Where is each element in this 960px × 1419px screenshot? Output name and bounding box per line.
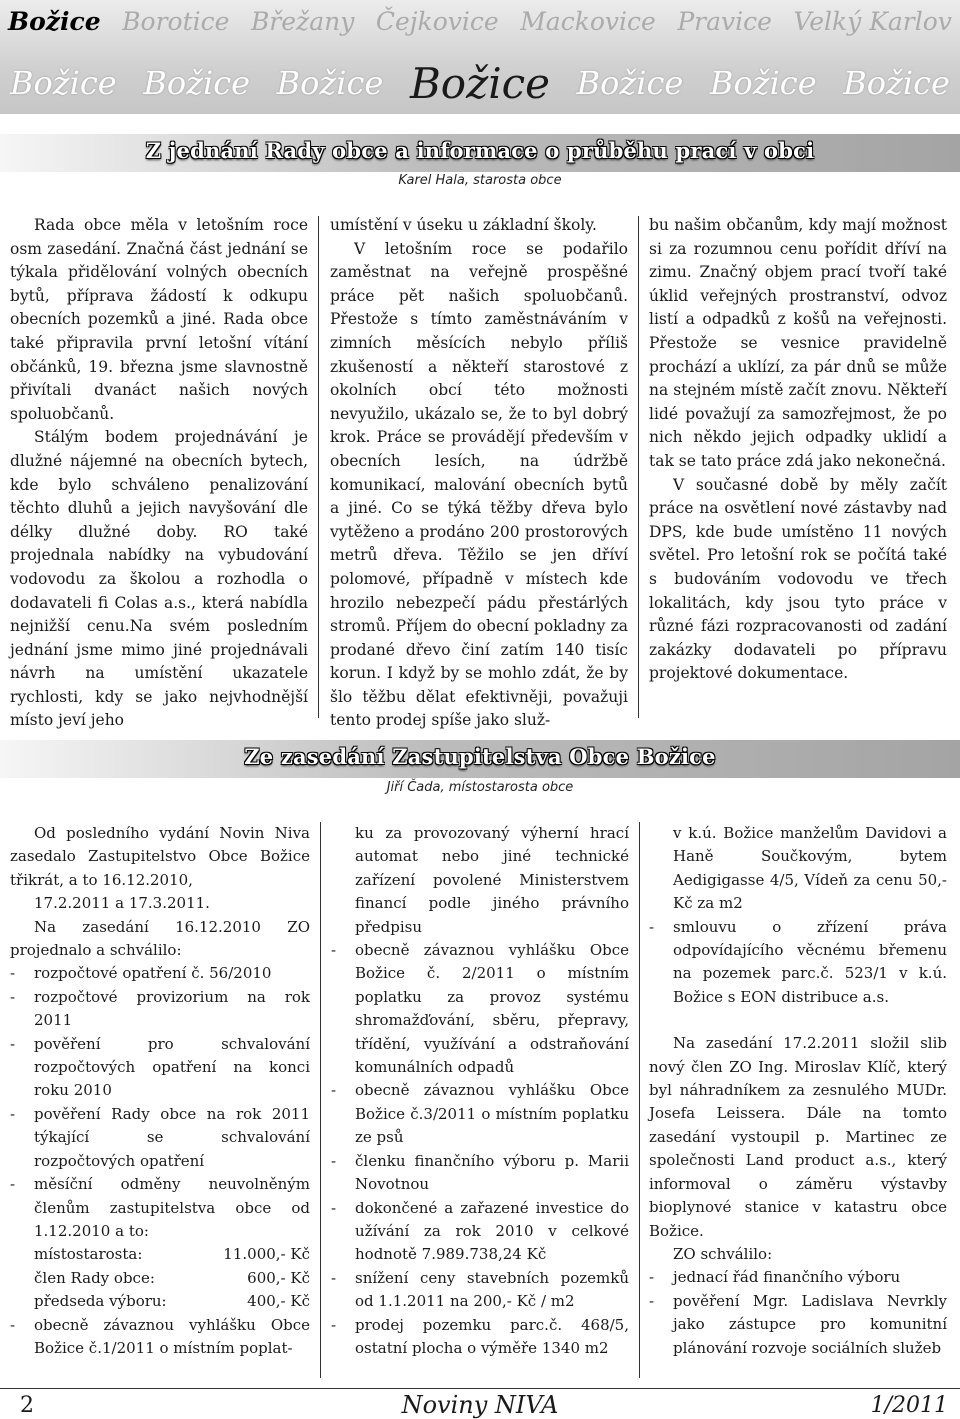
list-item: - prodej pozemku parc.č. 468/5, ostatní plocha o výměře 1340 m2 bbox=[331, 1314, 629, 1361]
article-2-title: Ze zasedání Zastupitelstva Obce Božice bbox=[244, 744, 716, 769]
list-item: - pověření Mgr. Ladislava Nevrkly jako zástupce pro komunitní plánování rozvoje sociálních služeb bbox=[649, 1290, 947, 1360]
article-2-column-1 bbox=[10, 822, 310, 1360]
paragraph: ZO schválilo: bbox=[673, 1244, 773, 1263]
article-1-author: Karel Hala, starosta obce bbox=[398, 173, 562, 188]
pay-row bbox=[10, 1243, 310, 1266]
village-name[interactable]: Mackovice bbox=[520, 6, 656, 36]
paragraph: Rada obce měla v letošním roce osm zasedání. Značná část jednání se týkala přidělování volných obecních bytů, příprava žádostí k odkupu obecních pozemků a jiné. Rada obce také připravila první letošní vítání občánků, 19. března jsme slavnostně přivítali dvanáct našich nových spoluobčanů. bbox=[10, 216, 308, 423]
village-name[interactable]: Pravice bbox=[677, 6, 772, 36]
article-1-title: Z jednání Rady obce a informace o průběhu prací v obci bbox=[145, 138, 815, 163]
logo-word-main: Božice bbox=[409, 58, 551, 108]
article-2-column-2 bbox=[331, 822, 629, 1360]
logo-word: Božice bbox=[576, 64, 684, 102]
list-item: - jednací řád finančního výboru bbox=[649, 1266, 947, 1289]
list-item: - členku finančního výboru p. Marii Novotnou bbox=[331, 1150, 629, 1197]
village-name[interactable]: Čejkovice bbox=[375, 6, 499, 36]
list-item: - smlouvu o zřízení práva odpovídajícího věcnému břemenu na pozemek parc.č. 523/1 v k.ú. Božice s EON distribuce a.s. bbox=[649, 916, 947, 1010]
article-1-column-2 bbox=[330, 214, 628, 733]
paragraph: Stálým bodem projednávání je dlužné nájemné na obecních bytech, kde bylo schváleno penalizování těchto dluhů a jejich navyšování dle délky dlužné doby. RO také projednala nabídky na vybudování vodovodu za školou a rozhodla o dodavateli fi Colas a.s., která nabídla nejnižší cenu.Na svém posledním jednání jsme mimo jiné projednávali návrh na umístění ukazatele rychlosti, kdy se jako nejvhodnější místo jeví jeho bbox=[10, 428, 308, 730]
list-item: - měsíční odměny neuvolněným členům zastupitelstva obce od 1.12.2010 a to: bbox=[10, 1173, 310, 1243]
pay-role: místostarosta: bbox=[34, 1245, 143, 1264]
village-names bbox=[8, 4, 952, 38]
village-name[interactable]: Borotice bbox=[122, 6, 230, 36]
article-2-banner bbox=[0, 740, 960, 778]
paragraph: Od posledního vydání Novin Niva zasedalo Zastupitelstvo Obce Božice třikrát, a to 16.12.2010, bbox=[10, 824, 310, 889]
approved-list bbox=[649, 916, 947, 1010]
masthead-logo-row bbox=[10, 58, 950, 108]
list-item: - dokončené a zařazené investice do užívání za rok 2010 v celkové hodnotě 7.989.738,24 Kč bbox=[331, 1197, 629, 1267]
list-item: - rozpočtové provizorium na rok 2011 bbox=[10, 986, 310, 1033]
logo-word: Božice bbox=[10, 64, 117, 102]
article-2-author: Jiří Čada, místostarosta obce bbox=[386, 780, 574, 795]
pay-role: člen Rady obce: bbox=[34, 1268, 155, 1287]
paragraph: v k.ú. Božice manželům Davidovi a Haně Součkovým, bytem Aedigigasse 4/5, Vídeň za cenu 50,- Kč za m2 bbox=[673, 824, 947, 913]
logo-word: Božice bbox=[709, 64, 817, 102]
paragraph: V letošním roce se podařilo zaměstnat na veřejně prospěšné práce pět našich spoluobčanů. Přestože s tímto zaměstnáváním v zimních měsících nebylo příliš zkušeností a někteří starostové z okolních obcí této možnosti nevyužilo, ukázalo se, že to byl dobrý krok. Práce se provádějí především v obecních lesích, na údržbě komunikací, malování obecních bytů a jiné. Co se týká těžby dřeva bylo vytěženo a prodáno 200 prostorových metrů dřeva. Těžilo se jen dříví polomové, případně v místech kde hrozilo nebezpečí pádu přestárlých stromů. Příjem do obecní pokladny za prodané dřevo činí zatím 140 tisíc korun. I když by se mohlo zdát, že by šlo těžbu dělat efektivněji, považuji tento prodej spíše jako služ- bbox=[330, 239, 628, 730]
list-item: - pověření Rady obce na rok 2011 týkající se schvalování rozpočtových opatření bbox=[10, 1103, 310, 1173]
pay-amount: 600,- Kč bbox=[247, 1268, 310, 1287]
paragraph: ku za provozovaný výherní hrací automat nebo jiné technické zařízení povolené Ministerstvem financí podle jiného právního předpisu bbox=[355, 824, 629, 936]
footer-rule bbox=[0, 1388, 960, 1389]
paragraph: 17.2.2011 a 17.3.2011. bbox=[34, 894, 210, 913]
list-item: - snížení ceny stavebních pozemků od 1.1.2011 na 200,- Kč / m2 bbox=[331, 1267, 629, 1314]
column-divider bbox=[639, 822, 640, 1378]
approved-list bbox=[10, 962, 310, 1243]
approved-list bbox=[10, 1314, 310, 1361]
article-1-column-1 bbox=[10, 214, 308, 733]
newspaper-name: Noviny NIVA bbox=[401, 1391, 559, 1419]
pay-row bbox=[10, 1267, 310, 1290]
village-name[interactable]: Velký Karlov bbox=[793, 6, 952, 36]
village-name[interactable]: Břežany bbox=[250, 6, 355, 36]
logo-word: Božice bbox=[843, 64, 950, 102]
pay-row bbox=[10, 1290, 310, 1313]
pay-amount: 11.000,- Kč bbox=[223, 1245, 310, 1264]
approved-list bbox=[331, 939, 629, 1360]
approved-list bbox=[649, 1266, 947, 1360]
paragraph: Na zasedání 17.2.2011 složil slib nový člen ZO Ing. Miroslav Klíč, který byl náhradníkem za zesnulého MUDr. Josefa Leissera. Dále na tomto zasedání vystoupil p. Martinec ze společnosti Land product a.s., který informoval o záměru výstavby bioplynové stanice v katastru obce Božice. bbox=[649, 1034, 947, 1240]
column-divider bbox=[318, 216, 319, 718]
column-divider bbox=[638, 216, 639, 718]
list-item: - obecně závaznou vyhlášku Obce Božice č.1/2011 o místním poplat- bbox=[10, 1314, 310, 1361]
article-1-banner bbox=[0, 134, 960, 172]
issue-number: 1/2011 bbox=[870, 1393, 948, 1418]
paragraph: umístění v úseku u základní školy. bbox=[330, 216, 597, 234]
pay-role: předseda výboru: bbox=[34, 1292, 167, 1311]
pay-amount: 400,- Kč bbox=[247, 1292, 310, 1311]
masthead bbox=[0, 0, 960, 114]
paragraph: V současné době by měly začít práce na osvětlení nové zástavby nad DPS, kde bude umístěno 11 nových světel. Pro letošní rok se počítá také s budováním vodovodu ve třech lokalitách, kdy jsou tyto práce v různé fázi rozpracovanosti od zadání zakázky dodavateli po přípravu projektové dokumentace. bbox=[649, 475, 947, 683]
page-number: 2 bbox=[20, 1393, 34, 1418]
column-divider bbox=[320, 822, 321, 1378]
list-item: - pověření pro schvalování rozpočtových opatření na konci roku 2010 bbox=[10, 1033, 310, 1103]
article-1-column-3 bbox=[649, 214, 947, 686]
list-item: - obecně závaznou vyhlášku Obce Božice č. 2/2011 o místním poplatku za provoz systému shromažďování, sběru, přepravy, třídění, využívání a odstraňování komunálních odpadů bbox=[331, 939, 629, 1079]
article-2-column-3 bbox=[649, 822, 947, 1360]
list-item: - obecně závaznou vyhlášku Obce Božice č.3/2011 o místním poplatku ze psů bbox=[331, 1079, 629, 1149]
list-item: - rozpočtové opatření č. 56/2010 bbox=[10, 962, 310, 985]
page-footer bbox=[0, 1383, 960, 1419]
paragraph: Na zasedání 16.12.2010 ZO projednalo a schválilo: bbox=[10, 917, 310, 960]
logo-word: Božice bbox=[143, 64, 251, 102]
paragraph: bu našim občanům, kdy mají možnost si za rozumnou cenu pořídit dříví na zimu. Značný objem prací tvoří také úklid veřejných prostranství, odvoz listí a odpadků z košů na veřejnosti. Přestože se vesnice pravidelně prochází a uklízí, za pár dnů se může na stejném místě začít znovu. Někteří lidé považují za samozřejmost, že po nich někdo jejich odpadky uklidí a tak se tato práce zdá jako nekonečná. bbox=[649, 216, 947, 470]
village-name-active[interactable]: Božice bbox=[8, 6, 101, 36]
logo-word: Božice bbox=[276, 64, 384, 102]
